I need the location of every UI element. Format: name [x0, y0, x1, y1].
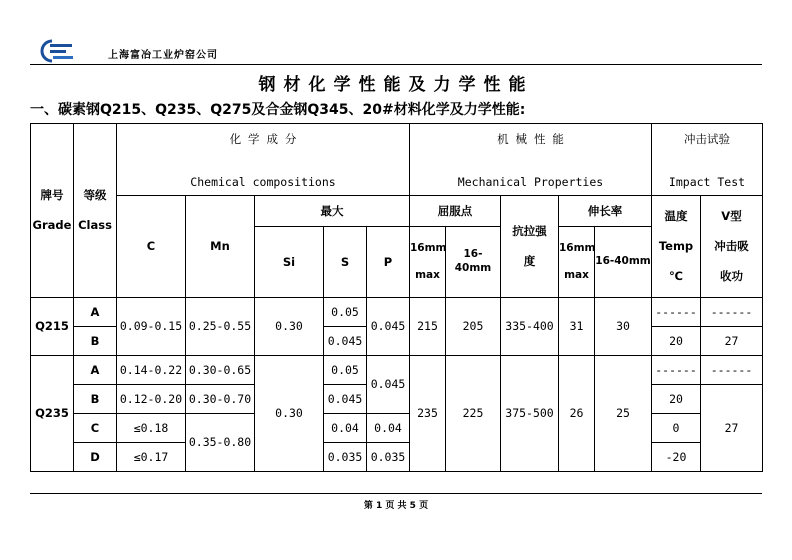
class-cell: D: [74, 443, 117, 472]
col-mn: Mn: [186, 196, 255, 298]
yield-16-40-cell: 205: [446, 298, 501, 356]
s-cell: 0.05: [324, 298, 367, 327]
class-cell: C: [74, 414, 117, 443]
v-cell: 27: [701, 327, 763, 356]
table-row: [31, 356, 763, 385]
elongation-header: 伸长率: [559, 196, 652, 227]
temp-cell: 20: [652, 327, 701, 356]
company-logo-icon: [38, 38, 78, 64]
temp-cell: 20: [652, 385, 701, 414]
col-s: S: [324, 227, 367, 298]
elong-16-cell: 31: [559, 298, 595, 356]
elong-16-40-cell: 25: [595, 356, 652, 472]
elong-16-cell: 26: [559, 356, 595, 472]
temp-cell: -20: [652, 443, 701, 472]
tensile-cell: 335-400: [501, 298, 559, 356]
table-row: [31, 443, 763, 472]
steel-properties-table: [30, 123, 763, 472]
yield-16-cell: 235: [410, 356, 446, 472]
class-cell: A: [74, 356, 117, 385]
elong-16mm-header: 16mm max: [559, 227, 595, 298]
class-cell: B: [74, 385, 117, 414]
tensile-strength-header: 抗拉强 度: [501, 196, 559, 298]
v-cell: ------: [701, 298, 763, 327]
grade-q235: Q235: [31, 356, 74, 472]
company-name: 上海富冶工业炉窑公司: [108, 50, 218, 61]
table-row: [31, 298, 763, 327]
page-footer: 第 1 页 共 5 页: [363, 501, 429, 511]
mn-cell: 0.30-0.65: [186, 356, 255, 385]
v-notch-header: V型 冲击吸 收功: [701, 196, 763, 298]
c-cell: ≤0.17: [117, 443, 186, 472]
yield-16mm-header: 16mm max: [410, 227, 446, 298]
class-cell: B: [74, 327, 117, 356]
temp-cell: 0: [652, 414, 701, 443]
temp-header: 温度 Temp ℃: [652, 196, 701, 298]
v-cell: ------: [701, 356, 763, 385]
mn-cell: 0.25-0.55: [186, 298, 255, 356]
p-cell: 0.035: [367, 443, 410, 472]
p-cell: 0.045: [367, 356, 410, 414]
class-header: 等级 Class: [74, 124, 117, 298]
col-c: C: [117, 196, 186, 298]
s-cell: 0.04: [324, 414, 367, 443]
yield-16-40mm-header: 16-40mm: [446, 227, 501, 298]
s-cell: 0.035: [324, 443, 367, 472]
s-cell: 0.045: [324, 327, 367, 356]
col-si: Si: [255, 227, 324, 298]
elong-16-40mm-header: 16-40mm: [595, 227, 652, 298]
c-cell: ≤0.18: [117, 414, 186, 443]
c-cell: 0.09-0.15: [117, 298, 186, 356]
yield-16-cell: 215: [410, 298, 446, 356]
footer-rule: [30, 493, 762, 494]
section-heading: 一、碳素钢Q215、Q235、Q275及合金钢Q345、20#材料化学及力学性能:: [30, 102, 526, 118]
elong-16-40-cell: 30: [595, 298, 652, 356]
yield-point-header: 屈服点: [410, 196, 501, 227]
impact-test-header: 冲击试验 Impact Test: [652, 124, 763, 196]
mn-cell: 0.35-0.80: [186, 414, 255, 472]
max-label: 最大: [255, 196, 410, 227]
mn-cell: 0.30-0.70: [186, 385, 255, 414]
v-cell: 27: [701, 385, 763, 472]
yield-16-40-cell: 225: [446, 356, 501, 472]
grade-header: 牌号 Grade: [31, 124, 74, 298]
si-cell: 0.30: [255, 356, 324, 472]
p-cell: 0.045: [367, 298, 410, 356]
header-rule: [30, 64, 762, 65]
s-cell: 0.045: [324, 385, 367, 414]
s-cell: 0.05: [324, 356, 367, 385]
c-cell: 0.12-0.20: [117, 385, 186, 414]
temp-cell: ------: [652, 356, 701, 385]
table-row: [31, 414, 763, 443]
chemical-compositions-header: 化 学 成 分 Chemical compositions: [117, 124, 410, 196]
col-p: P: [367, 227, 410, 298]
temp-cell: ------: [652, 298, 701, 327]
class-cell: A: [74, 298, 117, 327]
p-cell: 0.04: [367, 414, 410, 443]
tensile-cell: 375-500: [501, 356, 559, 472]
page-header: [30, 38, 762, 66]
mechanical-properties-header: 机 械 性 能 Mechanical Properties: [410, 124, 652, 196]
si-cell: 0.30: [255, 298, 324, 356]
grade-q215: Q215: [31, 298, 74, 356]
c-cell: 0.14-0.22: [117, 356, 186, 385]
page-title: 钢材化学性能及力学性能: [258, 75, 534, 95]
